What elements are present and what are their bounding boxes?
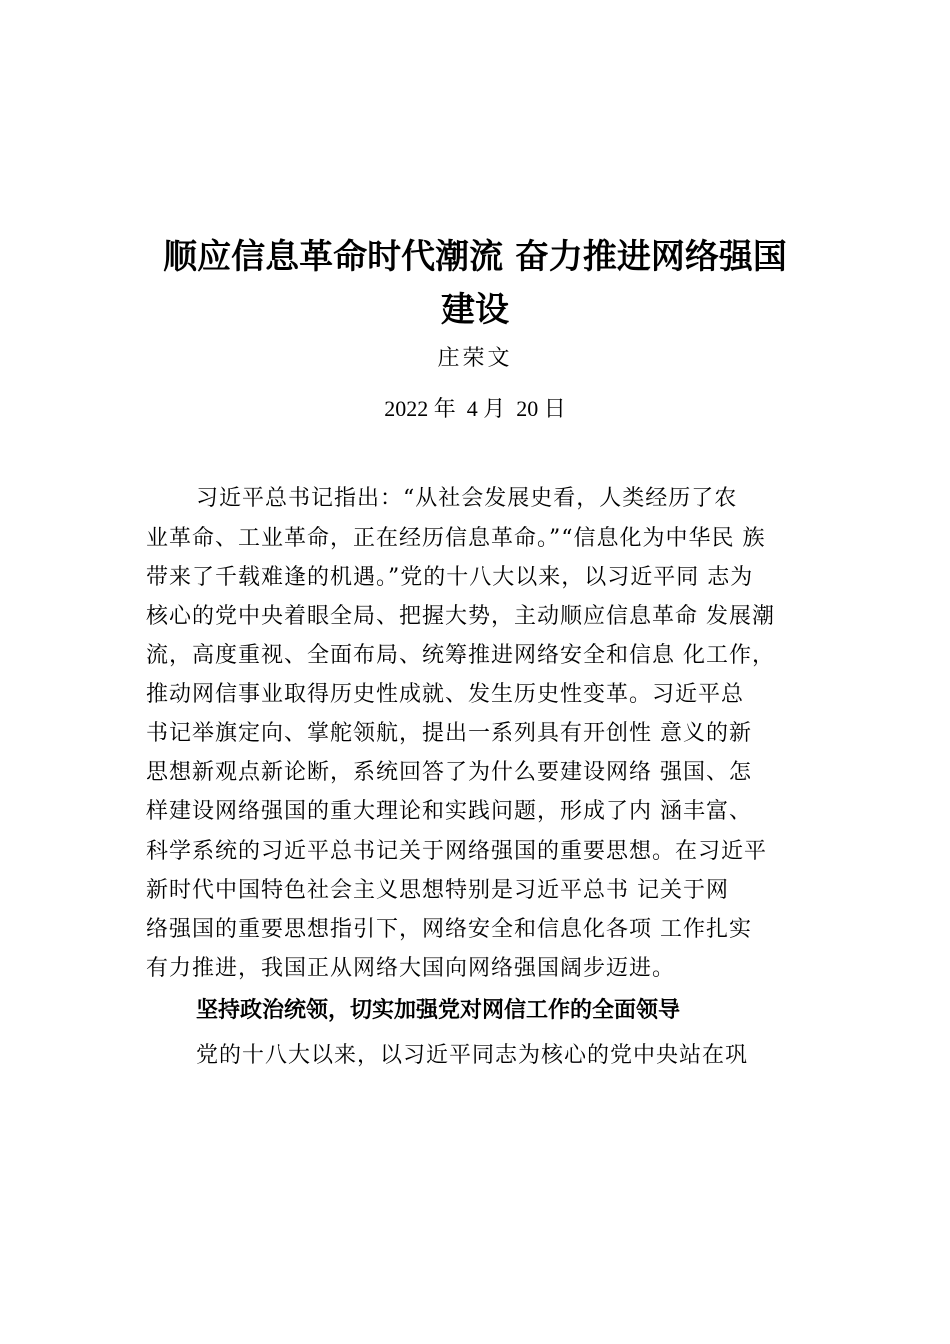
document-title-continued: 建设 — [441, 290, 509, 330]
text-line: 新时代中国特色社会主义思想特别是习近平总书 记关于网 — [146, 878, 729, 903]
text-line: 带来了千载难逢的机遇。”党的十八大以来，以习近平同 志为 — [146, 565, 754, 590]
text-line: 书记举旗定向、掌舵领航，提出一系列具有开创性 意义的新 — [146, 721, 752, 746]
author-name: 庄荣文 — [437, 346, 513, 371]
text-line: 核心的党中央着眼全局、把握大势，主动顺应信息革命 发展潮 — [146, 604, 775, 629]
text-line: 思想新观点新论断，系统回答了为什么要建设网络 强国、怎 — [146, 760, 752, 785]
text-line: 习近平总书记指出：“从社会发展史看，人类经历了农 — [196, 486, 738, 511]
text-line: 有力推进，我国正从网络大国向网络强国阔步迈进。 — [146, 956, 676, 981]
text-line: 党的十八大以来，以习近平同志为核心的党中央站在巩 — [196, 1043, 749, 1068]
text-line: 业革命、工业革命，正在经历信息革命。”“信息化为中华民 族 — [146, 526, 766, 551]
text-line: 样建设网络强国的重大理论和实践问题，形成了内 涵丰富、 — [146, 799, 752, 824]
text-line: 流，高度重视、全面布局、统筹推进网络安全和信息 化工作， — [146, 643, 775, 668]
text-line: 科学系统的习近平总书记关于网络强国的重要思想。在习近平 — [146, 839, 768, 864]
text-line: 络强国的重要思想指引下，网络安全和信息化各项 工作扎实 — [146, 917, 752, 942]
text-line: 推动网信事业取得历史性成就、发生历史性变革。习近平总 — [146, 682, 745, 707]
document-title: 顺应信息革命时代潮流 奋力推进网络强国 — [163, 237, 787, 277]
publish-date: 2022 年 4 月 20 日 — [384, 396, 566, 421]
section-heading: 坚持政治统领，切实加强党对网信工作的全面领导 — [196, 998, 681, 1023]
